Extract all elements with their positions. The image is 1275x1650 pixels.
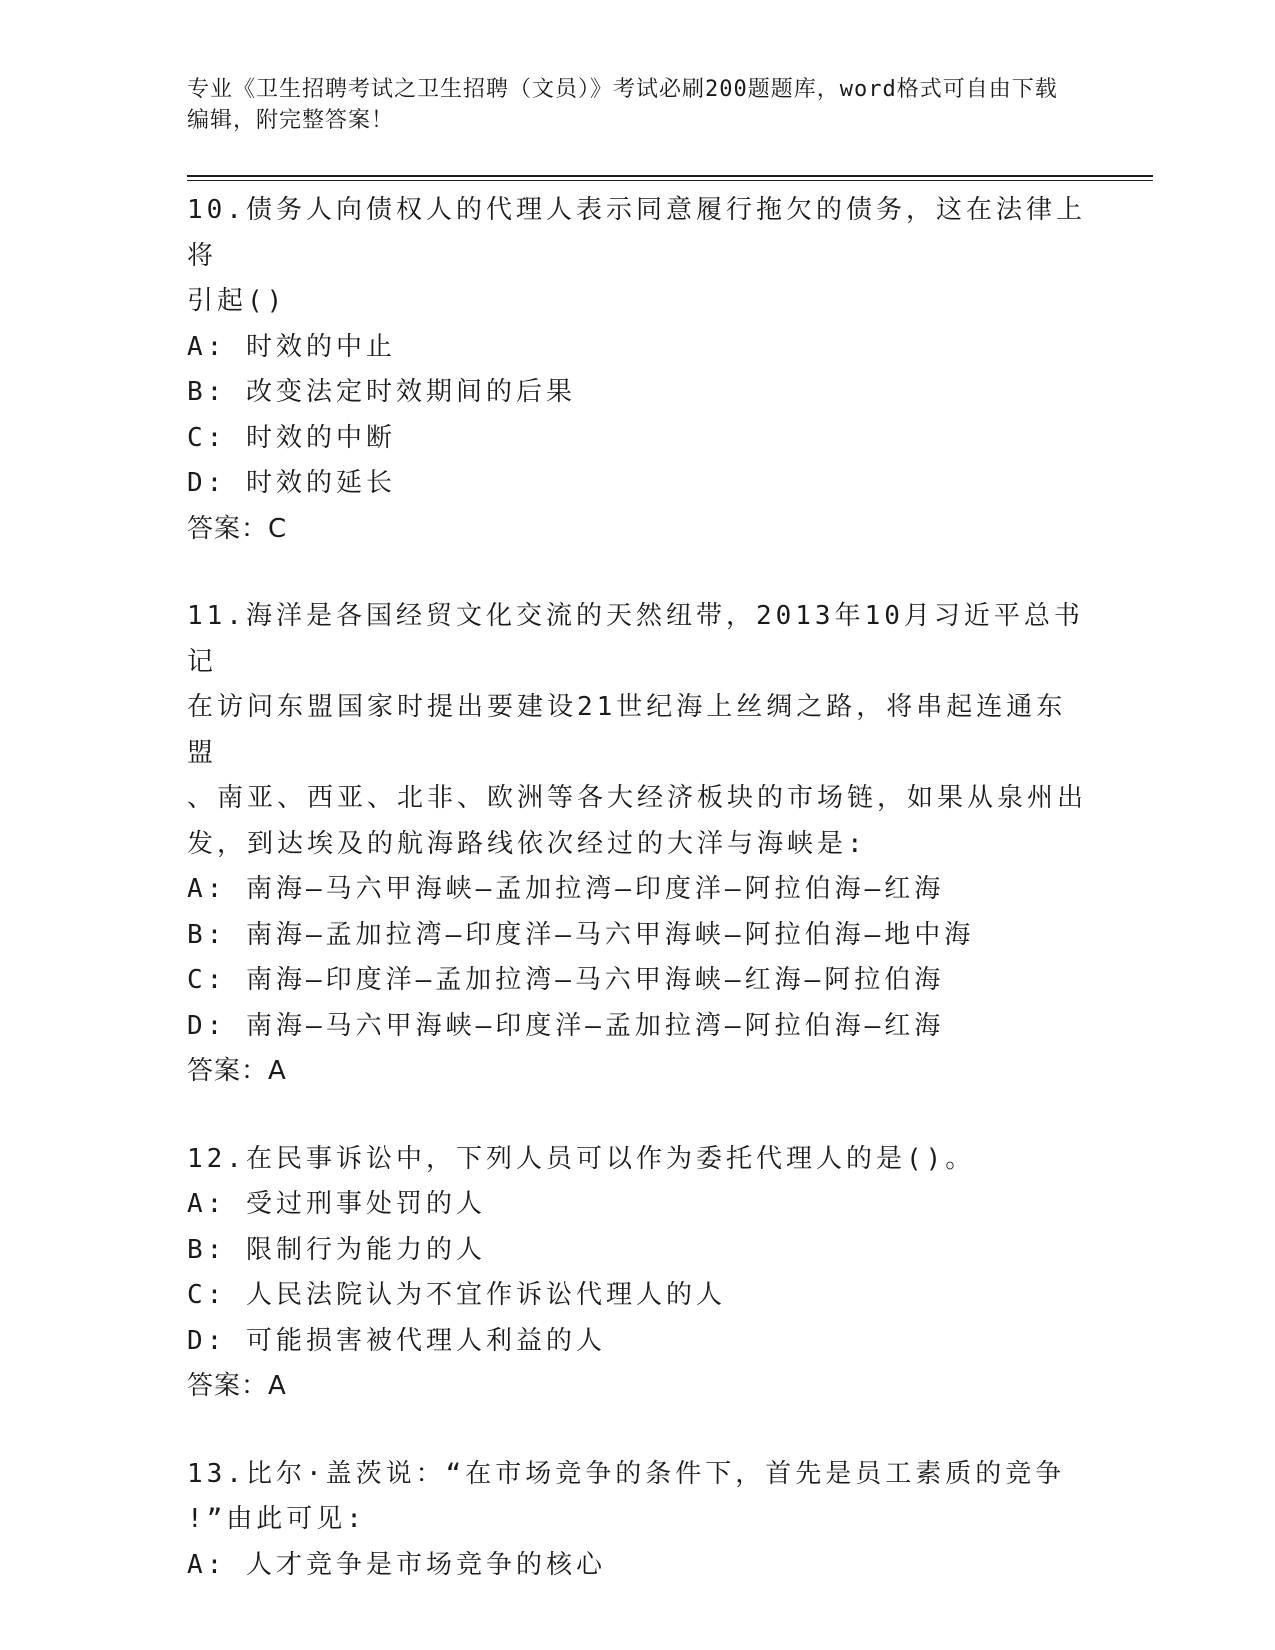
option-c: C: 时效的中断 [187,422,396,453]
option-a: A: 受过刑事处罚的人 [187,1189,486,1219]
question-stem-line: 引起() [187,286,287,316]
question-11 [187,594,1087,1095]
question-10 [187,188,1087,552]
question-stem-line: 11.海洋是各国经贸文化交流的天然纽带，2013年10月习近平总书记 [187,601,1084,677]
option-d: D: 南海—马六甲海峡—印度洋—孟加拉湾—阿拉伯海—红海 [187,1010,945,1041]
question-12 [187,1137,1087,1410]
question-stem-line: 、南亚、西亚、北非、欧洲等各大经济板块的市场链，如果从泉州出 [187,783,1088,813]
answer-label: 答案：A [187,1371,287,1401]
question-stem-line: 发，到达埃及的航海路线依次经过的大洋与海峡是: [187,828,867,859]
option-a: A: 南海—马六甲海峡—孟加拉湾—印度洋—阿拉伯海—红海 [187,874,945,904]
option-d: D: 可能损害被代理人利益的人 [187,1325,606,1356]
option-b: B: 改变法定时效期间的后果 [187,377,576,407]
header-divider-thin [187,180,1153,181]
option-a: A: 人才竞争是市场竞争的核心 [187,1549,606,1580]
question-13 [187,1452,1087,1589]
question-stem-line: 10.债务人向债权人的代理人表示同意履行拖欠的债务，这在法律上将 [187,195,1086,271]
question-stem-line: !”由此可见: [187,1504,366,1534]
answer-label: 答案：C [187,513,288,544]
document-header: 专业《卫生招聘考试之卫生招聘（文员）》考试必刷200题题库，word格式可自由下载编辑，附完整答案！ [187,77,1058,133]
option-c: C: 人民法院认为不宜作诉讼代理人的人 [187,1280,726,1310]
question-stem-line: 13.比尔·盖茨说：“在市场竞争的条件下，首先是员工素质的竞争 [187,1458,1066,1489]
header-divider [187,175,1153,177]
option-a: A: 时效的中止 [187,331,396,362]
option-b: B: 南海—孟加拉湾—印度洋—马六甲海峡—阿拉伯海—地中海 [187,919,975,950]
option-d: D: 时效的延长 [187,468,396,498]
answer-label: 答案：A [187,1056,287,1086]
option-b: B: 限制行为能力的人 [187,1234,486,1265]
question-stem-line: 在访问东盟国家时提出要建设21世纪海上丝绸之路，将串起连通东盟 [187,692,1067,768]
question-stem-line: 12.在民事诉讼中，下列人员可以作为委托代理人的是()。 [187,1143,976,1174]
option-c: C: 南海—印度洋—孟加拉湾—马六甲海峡—红海—阿拉伯海 [187,965,945,995]
question-list [187,188,1087,1630]
